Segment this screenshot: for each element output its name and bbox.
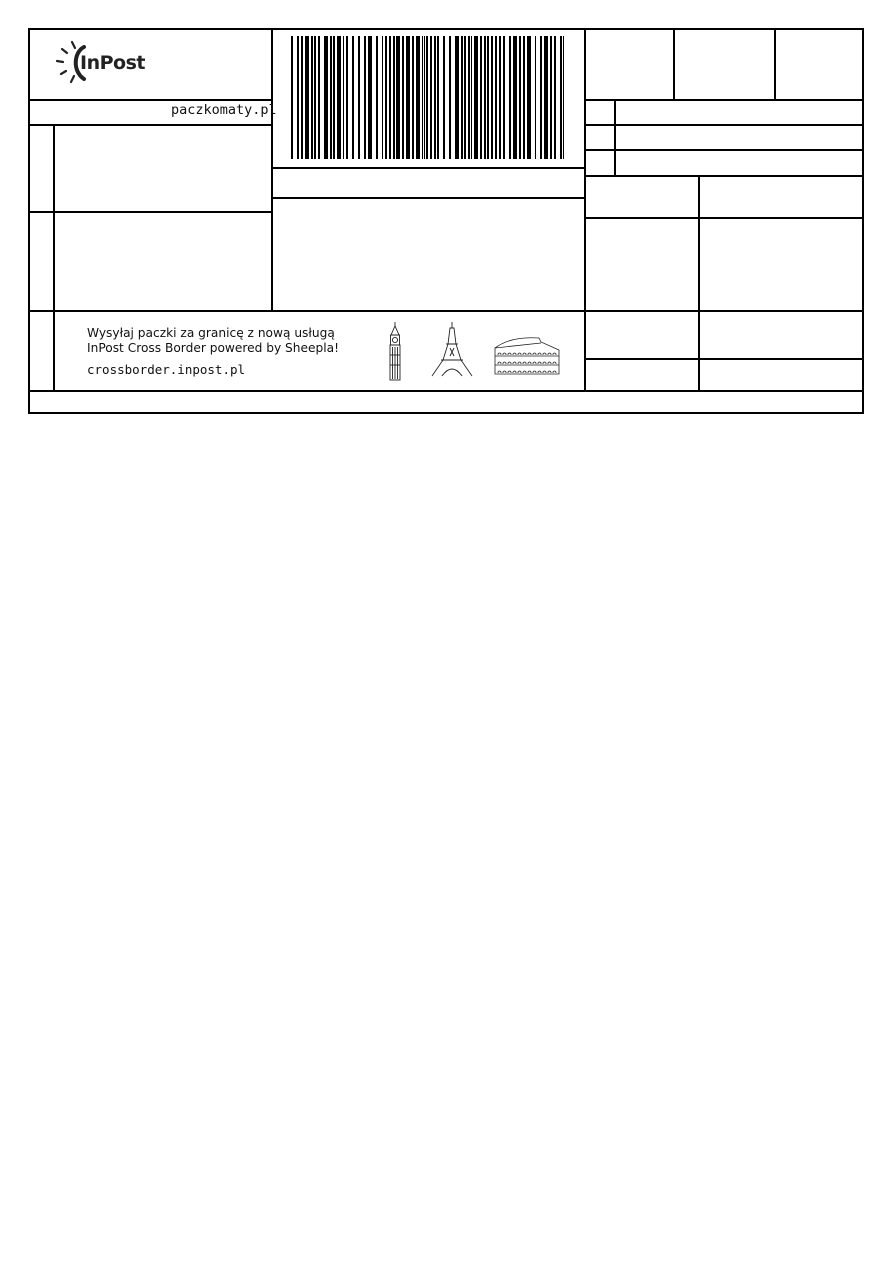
barcode-bar	[527, 36, 531, 159]
colosseum-arch	[538, 362, 541, 364]
barcode-bar	[337, 36, 341, 159]
barcode-bar	[437, 36, 439, 159]
barcode-bar	[491, 36, 493, 159]
barcode-bar	[495, 36, 497, 159]
divider	[673, 29, 675, 100]
barcode-bar	[358, 36, 360, 159]
colosseum-arch	[533, 371, 536, 373]
barcode-bar	[474, 36, 478, 159]
colosseum-arch	[523, 371, 526, 373]
barcode-bar	[382, 36, 383, 159]
divider	[53, 124, 55, 390]
colosseum-arch	[503, 371, 506, 373]
barcode-bar	[406, 36, 410, 159]
divider	[774, 29, 776, 100]
barcode-bar	[376, 36, 378, 159]
colosseum-arch	[543, 362, 546, 364]
barcode-bar	[455, 36, 459, 159]
barcode-bar	[443, 36, 445, 159]
barcode-bar	[464, 36, 466, 159]
barcode-bar	[540, 36, 542, 159]
barcode-bar	[480, 36, 482, 159]
barcode-bar	[416, 36, 420, 159]
colosseum-arch	[543, 353, 546, 355]
big-ben-icon	[386, 321, 404, 381]
colosseum-arch	[513, 371, 516, 373]
barcode-bar	[535, 36, 536, 159]
colosseum-arch	[498, 362, 501, 364]
divider	[585, 358, 863, 360]
colosseum-arch	[548, 353, 551, 355]
barcode-bar	[523, 36, 525, 159]
colosseum-arch	[548, 362, 551, 364]
divider	[614, 99, 616, 175]
promo-line-1: Wysyłaj paczki za granicę z nową usługą	[87, 326, 335, 340]
barcode-bar	[484, 36, 486, 159]
barcode-bar	[434, 36, 436, 159]
barcode-bar	[499, 36, 501, 159]
colosseum-arch	[553, 371, 556, 373]
barcode-bar	[393, 36, 395, 159]
barcode-bar	[318, 36, 320, 159]
barcode-bar	[563, 36, 564, 159]
colosseum-arch	[528, 362, 531, 364]
barcode-bar	[402, 36, 404, 159]
barcode-bar	[426, 36, 428, 159]
colosseum-arch	[533, 362, 536, 364]
barcode-bar	[314, 36, 316, 159]
barcode-bar	[503, 36, 505, 159]
barcode-bar	[291, 36, 293, 159]
barcode-bar	[297, 36, 299, 159]
colosseum-arch	[498, 353, 501, 355]
colosseum-arch	[538, 353, 541, 355]
barcode-bar	[346, 36, 348, 159]
colosseum-arch	[508, 371, 511, 373]
colosseum-arch	[503, 353, 506, 355]
colosseum-arch	[538, 371, 541, 373]
barcode-bar	[389, 36, 391, 159]
barcode-bar	[424, 36, 425, 159]
barcode-bar	[430, 36, 432, 159]
barcode-bar	[509, 36, 511, 159]
barcode-bar	[368, 36, 372, 159]
colosseum-arch	[508, 353, 511, 355]
barcode-icon	[291, 36, 564, 159]
divider	[585, 310, 863, 312]
site-url: paczkomaty.pl	[171, 102, 277, 118]
barcode-bar	[461, 36, 463, 159]
colosseum-arch	[518, 362, 521, 364]
barcode-bar	[352, 36, 354, 159]
colosseum-arch	[513, 362, 516, 364]
promo-line-2: InPost Cross Border powered by Sheepla!	[87, 341, 339, 355]
colosseum-arch	[498, 371, 501, 373]
barcode-bar	[333, 36, 335, 159]
divider	[585, 175, 863, 177]
barcode-bar	[550, 36, 552, 159]
barcode-bar	[519, 36, 521, 159]
inpost-logo-text: InPost	[80, 52, 145, 74]
colosseum-arch	[523, 362, 526, 364]
divider	[29, 124, 272, 126]
colosseum-icon	[491, 330, 561, 376]
colosseum-arch	[518, 371, 521, 373]
barcode-bar	[412, 36, 414, 159]
colosseum-arch	[528, 353, 531, 355]
colosseum-arch	[508, 362, 511, 364]
colosseum-arch	[553, 353, 556, 355]
barcode-bar	[513, 36, 517, 159]
colosseum-arch	[548, 371, 551, 373]
divider	[271, 197, 585, 199]
barcode-bar	[449, 36, 451, 159]
divider	[585, 99, 863, 101]
barcode-bar	[422, 36, 423, 159]
barcode-bar	[330, 36, 332, 159]
colosseum-arch	[533, 353, 536, 355]
barcode-bar	[468, 36, 470, 159]
eiffel-tower-icon	[430, 322, 474, 377]
divider	[585, 217, 863, 219]
barcode-bar	[364, 36, 366, 159]
divider	[271, 29, 273, 310]
divider	[271, 167, 585, 169]
barcode-bar	[343, 36, 344, 159]
colosseum-arch	[523, 353, 526, 355]
barcode-bar	[385, 36, 387, 159]
divider	[29, 99, 272, 101]
divider	[29, 310, 585, 312]
barcode-bar	[544, 36, 548, 159]
colosseum-arch	[503, 362, 506, 364]
colosseum-arch	[543, 371, 546, 373]
colosseum-arch	[528, 371, 531, 373]
divider	[29, 211, 272, 213]
barcode-bar	[396, 36, 400, 159]
divider	[29, 390, 863, 392]
colosseum-arch	[553, 362, 556, 364]
barcode-bar	[560, 36, 562, 159]
colosseum-arch	[513, 353, 516, 355]
barcode-bar	[471, 36, 472, 159]
colosseum-arch	[518, 353, 521, 355]
barcode-bar	[554, 36, 556, 159]
divider	[585, 124, 863, 126]
barcode-bar	[301, 36, 303, 159]
promo-url: crossborder.inpost.pl	[87, 362, 246, 377]
barcode-bar	[305, 36, 309, 159]
barcode-bar	[487, 36, 489, 159]
barcode-bar	[324, 36, 328, 159]
barcode-bar	[311, 36, 313, 159]
divider	[585, 149, 863, 151]
divider	[584, 29, 586, 391]
